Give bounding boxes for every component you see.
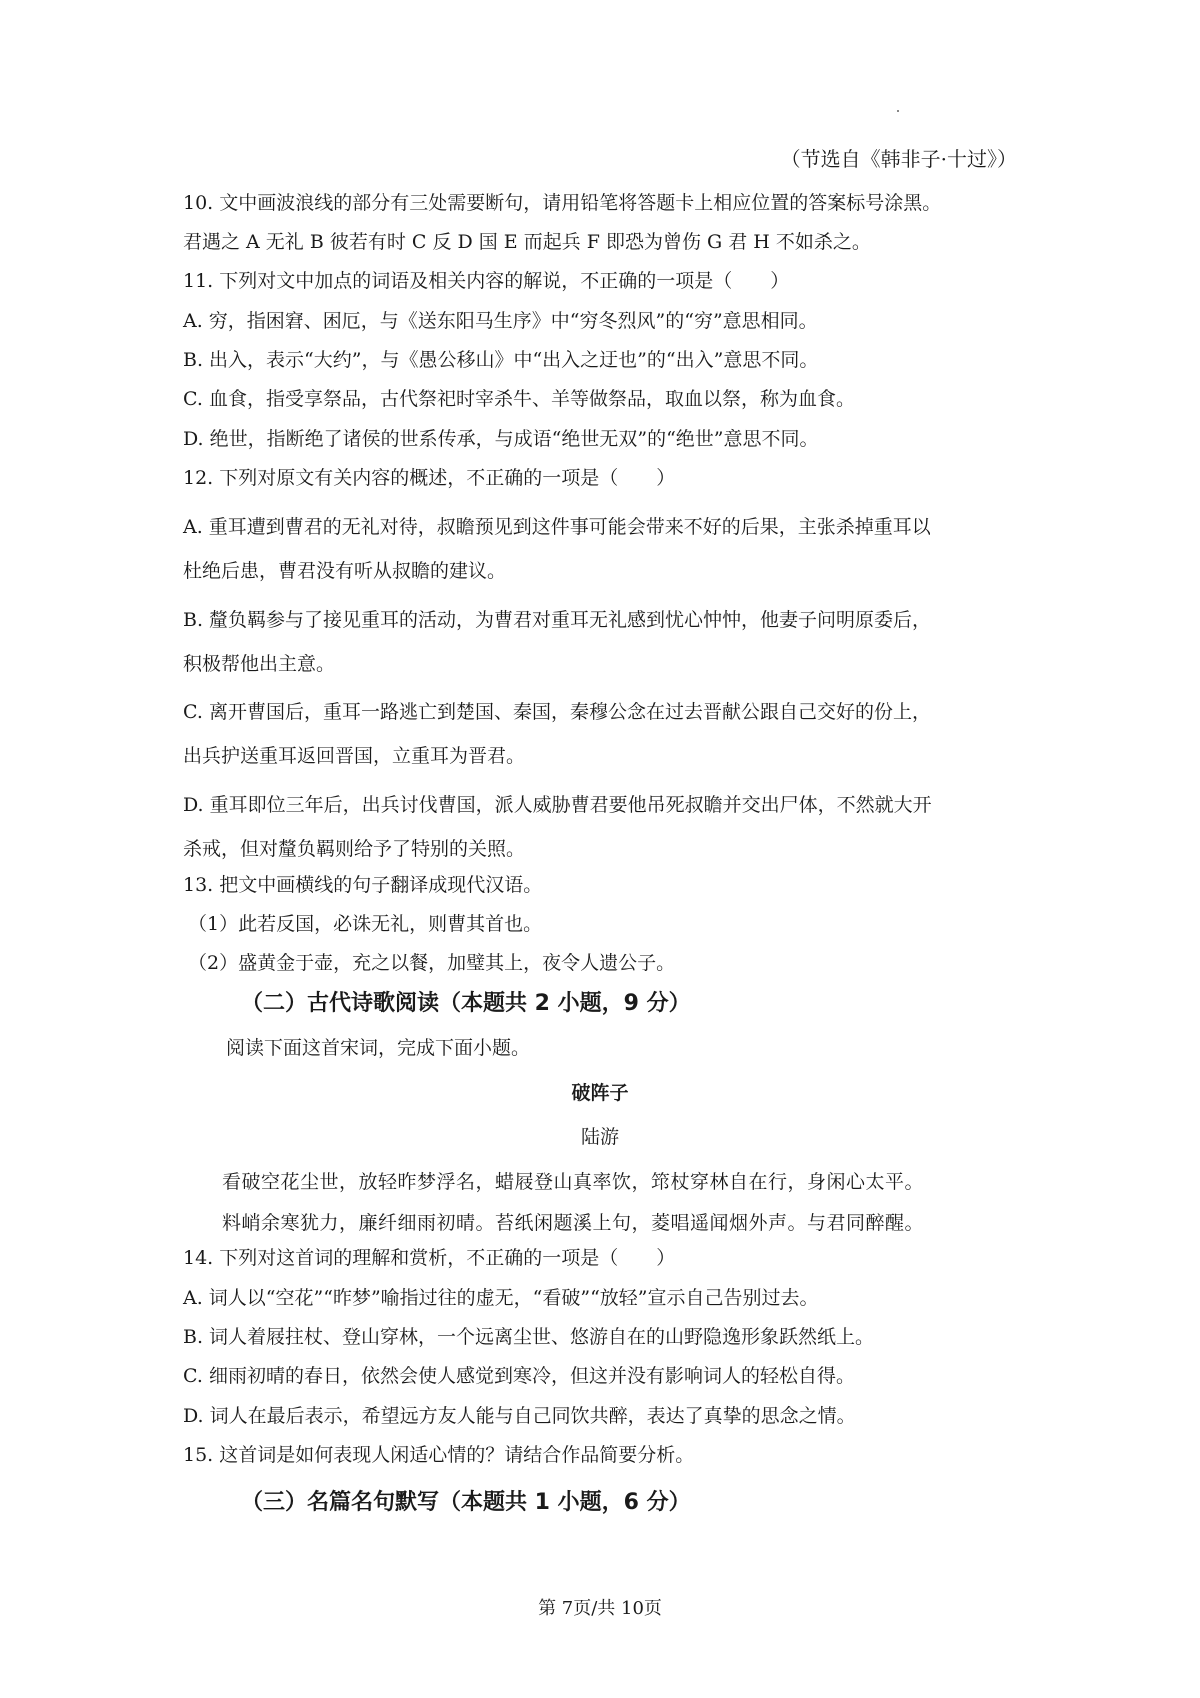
section-2-heading: （二）古代诗歌阅读（本题共 2 小题，9 分） xyxy=(241,991,691,1016)
poem-line-2: 料峭余寒犹力，廉纤细雨初晴。苔纸闲题溪上句，菱唱遥闻烟外声。与君同醉醒。 xyxy=(222,1212,925,1234)
section-3-heading: （三）名篇名句默写（本题共 1 小题，6 分） xyxy=(241,1490,691,1515)
question-12-option-b-line1: B. 釐负羁参与了接见重耳的活动，为曹君对重耳无礼感到忧心忡忡，他妻子问明原委后， xyxy=(183,609,932,631)
poem-author: 陆游 xyxy=(580,1126,619,1148)
poem-line-1: 看破空花尘世，放轻昨梦浮名，蜡屐登山真率饮，筇杖穿林自在行，身闲心太平。 xyxy=(222,1171,925,1193)
question-12-option-d-line1: D. 重耳即位三年后，出兵讨伐曹国，派人威胁曹君要他吊死叔瞻并交出尸体，不然就大开 xyxy=(183,794,932,816)
question-13-item-2: （2）盛黄金于壶，充之以餐，加璧其上，夜令人遗公子。 xyxy=(188,952,676,974)
source-citation: （节选自《韩非子·十过》） xyxy=(780,147,1017,171)
question-14-option-c: C. 细雨初晴的春日，依然会使人感觉到寒冷，但这并没有影响词人的轻松自得。 xyxy=(183,1365,855,1387)
question-11-option-c: C. 血食，指受享祭品，古代祭祀时宰杀牛、羊等做祭品，取血以祭，称为血食。 xyxy=(183,388,855,410)
scan-speck xyxy=(897,110,899,112)
question-12-option-a-line1: A. 重耳遭到曹君的无礼对待，叔瞻预见到这件事可能会带来不好的后果，主张杀掉重耳以 xyxy=(183,516,931,538)
question-13-item-1: （1）此若反国，必诛无礼，则曹其首也。 xyxy=(188,913,543,935)
question-15-prompt: 15. 这首词是如何表现人闲适心情的？请结合作品简要分析。 xyxy=(183,1444,695,1466)
question-10-prompt: 10. 文中画波浪线的部分有三处需要断句，请用铅笔将答题卡上相应位置的答案标号涂黑。 xyxy=(183,192,942,214)
question-12-option-b-line2: 积极帮他出主意。 xyxy=(183,653,336,675)
question-11-prompt: 11. 下列对文中加点的词语及相关内容的解说，不正确的一项是（ ） xyxy=(183,270,790,292)
question-11-option-d: D. 绝世，指断绝了诸侯的世系传承，与成语“绝世无双”的“绝世”意思不同。 xyxy=(183,428,819,450)
question-14-option-b: B. 词人着屐拄杖、登山穿林，一个远离尘世、悠游自在的山野隐逸形象跃然纸上。 xyxy=(183,1326,875,1348)
question-14-prompt: 14. 下列对这首词的理解和赏析，不正确的一项是（ ） xyxy=(183,1247,676,1269)
question-12-option-d-line2: 杀戒，但对釐负羁则给予了特别的关照。 xyxy=(183,838,526,860)
question-11-option-a: A. 穷，指困窘、困厄，与《送东阳马生序》中“穷冬烈风”的“穷”意思相同。 xyxy=(183,310,818,332)
question-11-option-b: B. 出入，表示“大约”，与《愚公移山》中“出入之迂也”的“出入”意思不同。 xyxy=(183,349,819,371)
question-13-prompt: 13. 把文中画横线的句子翻译成现代汉语。 xyxy=(183,874,543,896)
section-2-intro: 阅读下面这首宋词，完成下面小题。 xyxy=(226,1037,531,1059)
question-12-prompt: 12. 下列对原文有关内容的概述，不正确的一项是（ ） xyxy=(183,467,676,489)
poem-title: 破阵子 xyxy=(571,1082,629,1104)
question-14-option-a: A. 词人以“空花”“昨梦”喻指过往的虚无，“看破”“放轻”宣示自己告别过去。 xyxy=(183,1287,819,1309)
page-footer: 第 7页/共 10页 xyxy=(538,1598,662,1619)
question-12-option-a-line2: 杜绝后患，曹君没有听从叔瞻的建议。 xyxy=(183,560,507,582)
question-14-option-d: D. 词人在最后表示，希望远方友人能与自己同饮共醉，表达了真挚的思念之情。 xyxy=(183,1405,856,1427)
question-12-option-c-line1: C. 离开曹国后，重耳一路逃亡到楚国、秦国，秦穆公念在过去晋献公跟自己交好的份上， xyxy=(183,701,931,723)
question-10-text: 君遇之 A 无礼 B 彼若有时 C 反 D 国 E 而起兵 F 即恐为曾伤 G 君 H 不如杀之。 xyxy=(183,231,871,253)
question-12-option-c-line2: 出兵护送重耳返回晋国，立重耳为晋君。 xyxy=(183,745,526,767)
